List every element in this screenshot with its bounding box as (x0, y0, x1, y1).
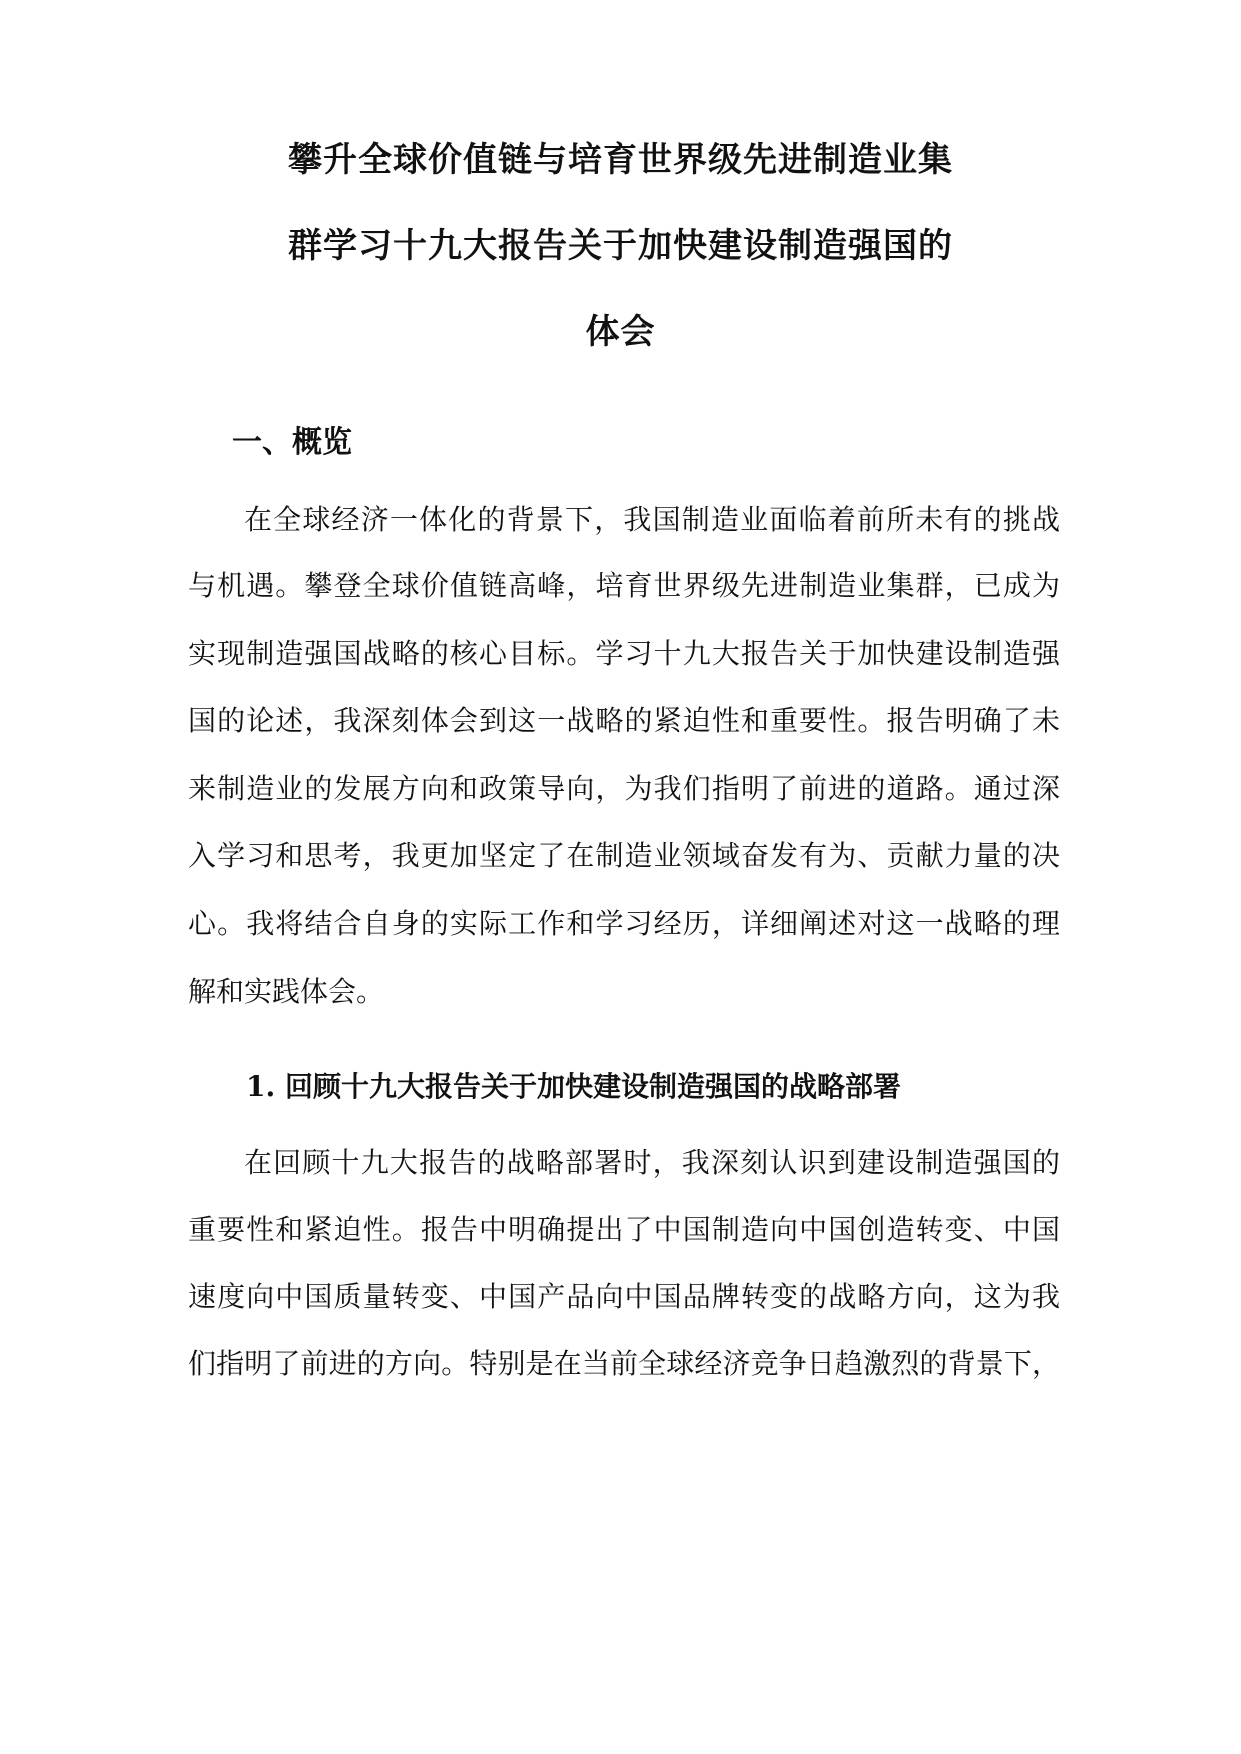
paragraph-line: 重要性和紧迫性。报告中明确提出了中国制造向中国创造转变、中国 (188, 1213, 1060, 1246)
section-heading-overview: 一、概览 (232, 425, 352, 460)
paragraph-line: 国的论述，我深刻体会到这一战略的紧迫性和重要性。报告明确了未 (188, 704, 1060, 737)
document-title-line-2: 群学习十九大报告关于加快建设制造强国的 (288, 226, 953, 266)
paragraph-line: 解和实践体会。 (188, 975, 385, 1008)
document-title-line-3: 体会 (585, 312, 656, 352)
document-title-line-1: 攀升全球价值链与培育世界级先进制造业集 (288, 140, 953, 180)
paragraph-line: 在回顾十九大报告的战略部署时，我深刻认识到建设制造强国的 (244, 1146, 1060, 1179)
paragraph-line: 速度向中国质量转变、中国产品向中国品牌转变的战略方向，这为我 (188, 1280, 1060, 1313)
paragraph-line: 来制造业的发展方向和政策导向，为我们指明了前进的道路。通过深 (188, 772, 1060, 805)
paragraph-line: 与机遇。攀登全球价值链高峰，培育世界级先进制造业集群，已成为 (188, 569, 1060, 602)
paragraph-line: 们指明了前进的方向。特别是在当前全球经济竞争日趋激烈的背景下， (188, 1347, 1060, 1380)
subsection-heading-review: 1. 回顾十九大报告关于加快建设制造强国的战略部署 (246, 1070, 901, 1103)
paragraph-line: 入学习和思考，我更加坚定了在制造业领域奋发有为、贡献力量的决 (188, 839, 1060, 872)
paragraph-line: 在全球经济一体化的背景下，我国制造业面临着前所未有的挑战 (244, 503, 1060, 536)
paragraph-line: 心。我将结合自身的实际工作和学习经历，详细阐述对这一战略的理 (188, 907, 1060, 940)
paragraph-line: 实现制造强国战略的核心目标。学习十九大报告关于加快建设制造强 (188, 637, 1060, 670)
